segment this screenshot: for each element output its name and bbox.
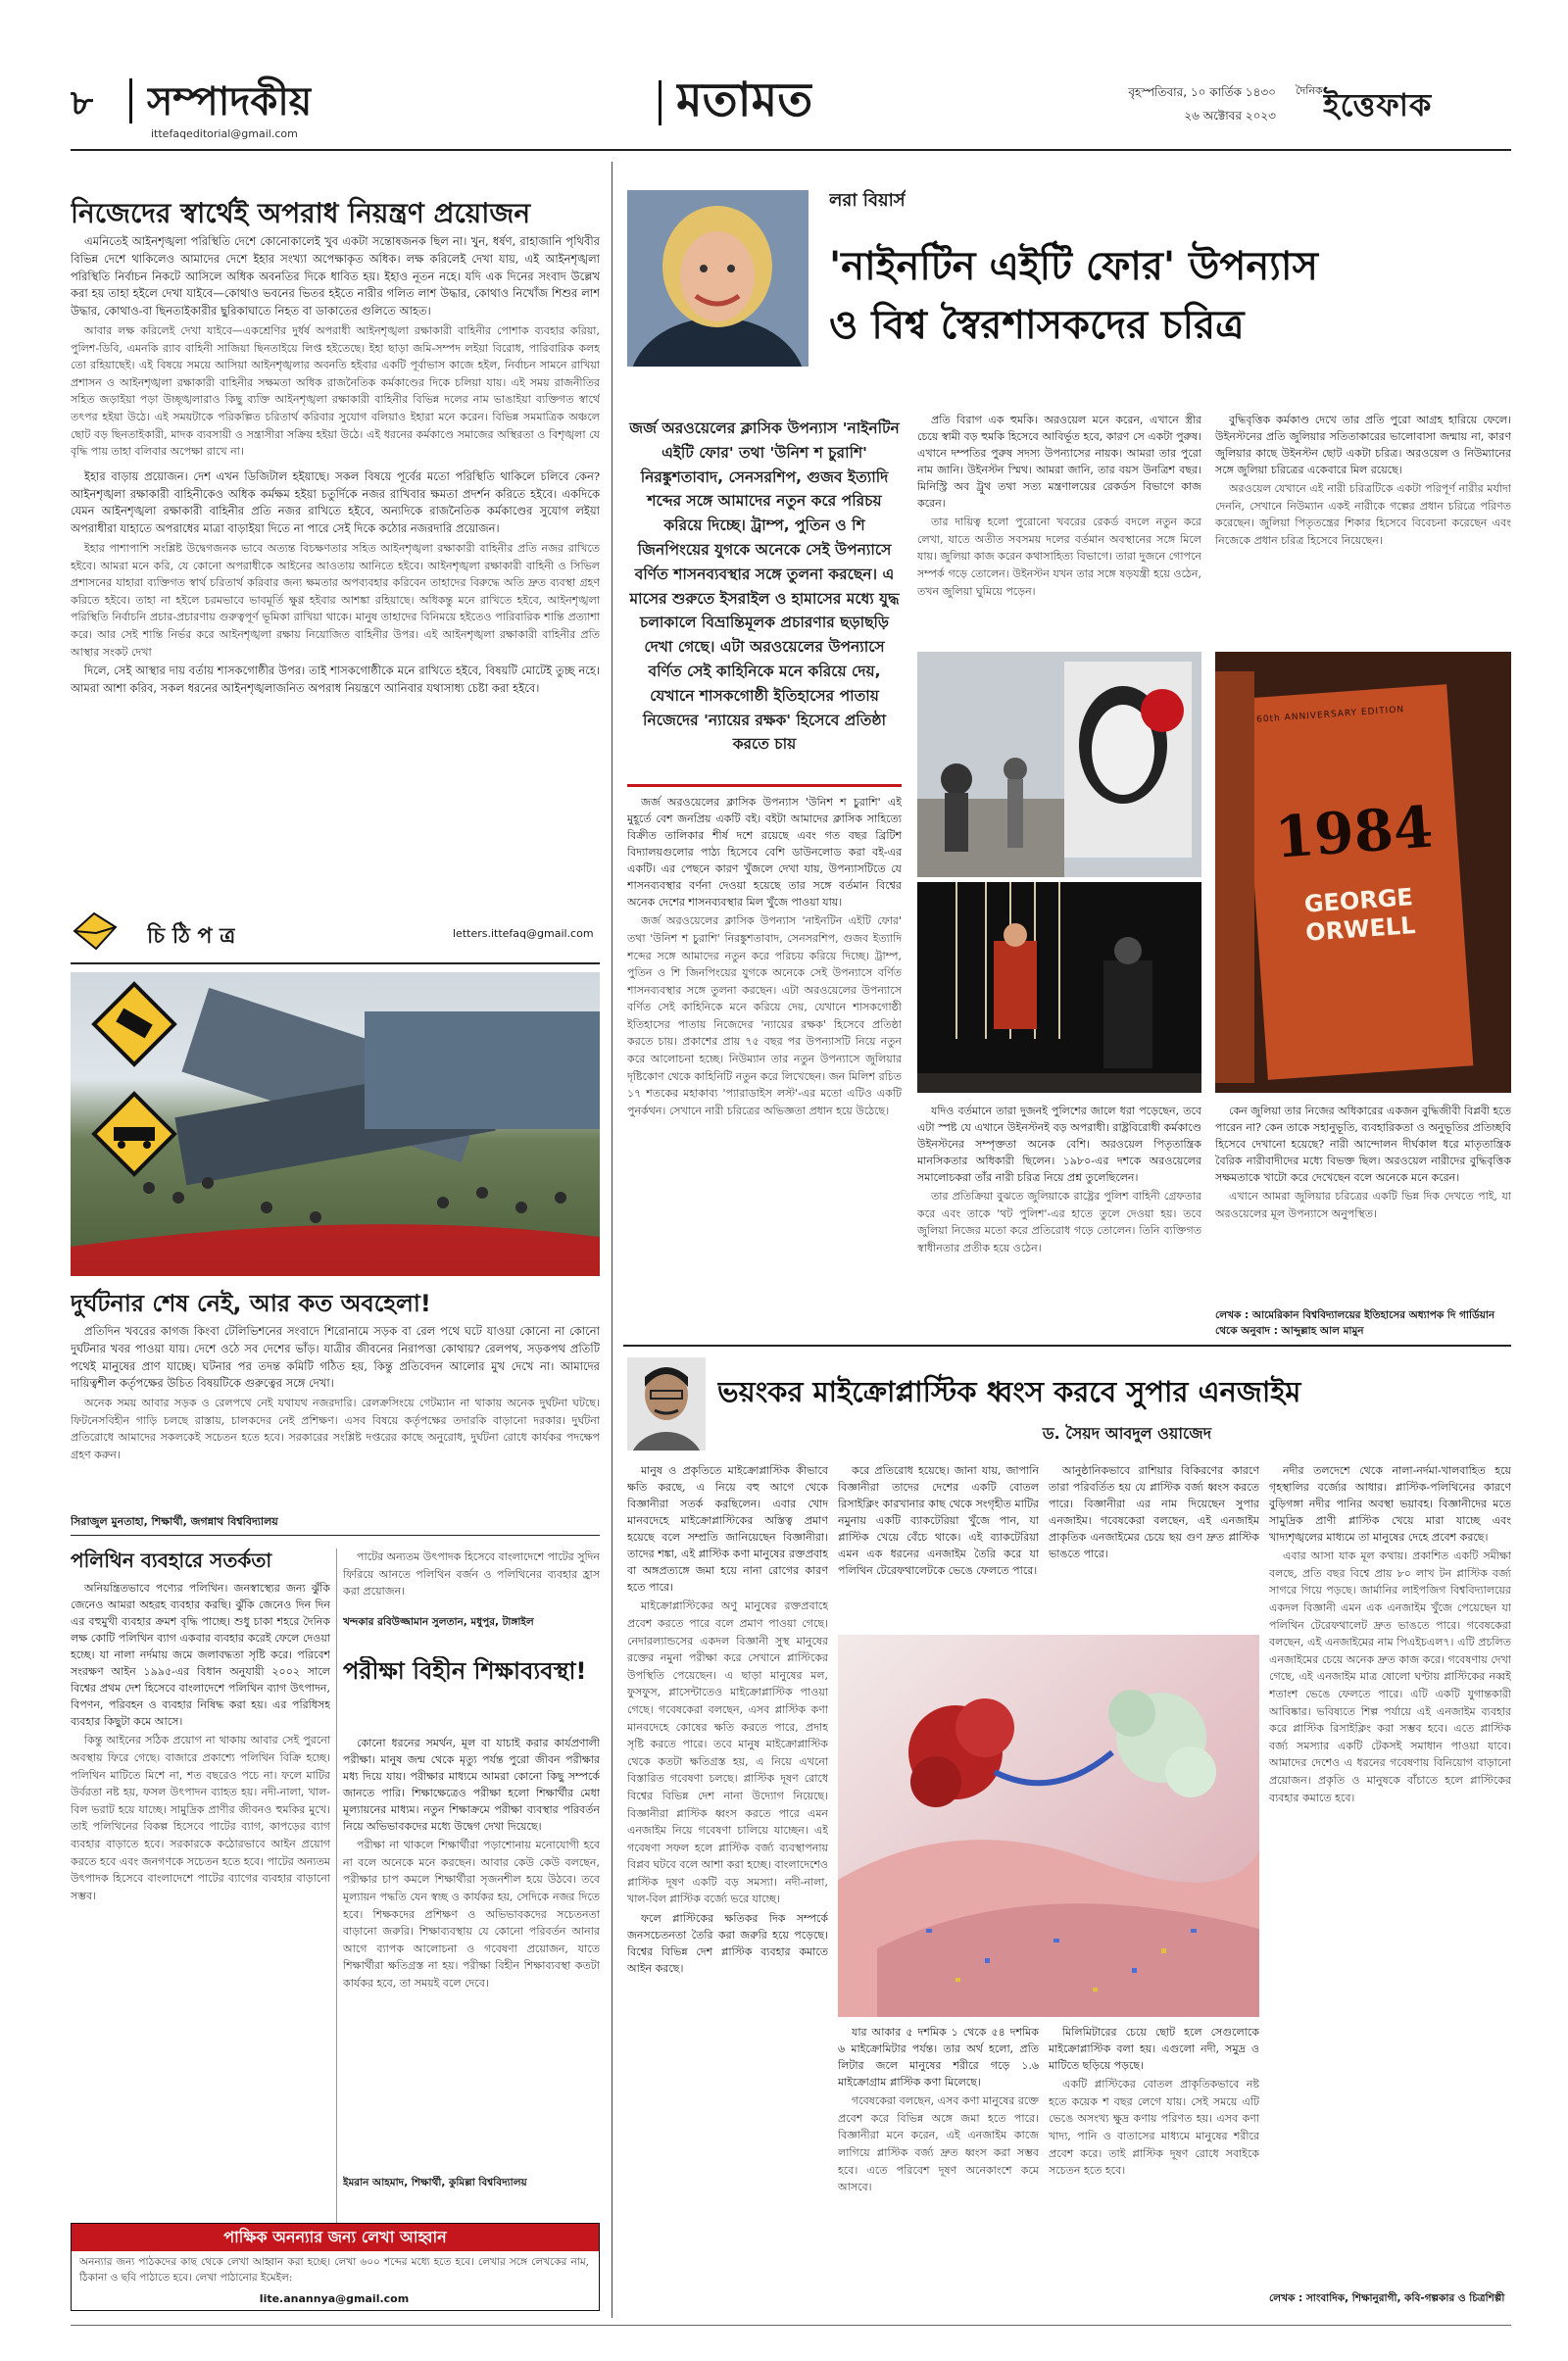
letters-mid-rule — [71, 1535, 600, 1536]
notice-title: পাক্ষিক অনন্যার জন্য লেখা আহ্বান — [72, 2224, 599, 2251]
editorial-para-1: এমনিতেই আইনশৃঙ্খলা পরিস্থিতি দেশে কোনোকালেই খুব একটা সন্তোষজনক ছিল না। খুন, ধর্ষণ, রাহাজানি পৃথিবীর বিভিন্ন দেশে থাকিলেও আমাদের দেশে ইহার সংখ্যা অপেক্ষাকৃত অধিক। লক্ষ করিলেই দেখা যায়, এই আইনশৃঙ্খলা পরিস্থিতি নির্বাচন নিকটে আসিলে অধিক অবনতির দিকে ধাবিত হয়। ইহাও নূতন নহে। যদি এক দিনের সংবাদ উল্লেখ করা হয় তাহা হইলে দেখা যাইবে—কোথাও ভবনের ভিতর হইতে নারীর গলিত লাশ উদ্ধার, কোথাও নিখোঁজ শিশুর লাশ উদ্ধার, কোথাও-বা ছিনতাইকারীর ছুরিকাঘাতে নিহত বা ডাকাতের গুলিতে আহত। — [71, 234, 600, 319]
opinion1-col3-lower — [1215, 1103, 1511, 1303]
letter-lead-headline: দুর্ঘটনার শেষ নেই, আর কত অবহেলা! — [71, 1290, 431, 1317]
notice-box — [71, 2223, 600, 2311]
letters-column-divider — [336, 1549, 337, 2225]
notice-body: অনন্যার জন্য পাঠকদের কাছ থেকে লেখা আহ্বান করা হচ্ছে। লেখা ৬০০ শব্দের মধ্যে হতে হবে। লেখার সঙ্গে লেখকের নাম, ঠিকানা ও ছবি পাঠাতে হবে। লেখা পাঠানোর ইমেইল: — [79, 2256, 589, 2284]
opinion1-headline-line1: 'নাইনটিন এইটি ফোর' উপন্যাস — [829, 244, 1318, 289]
letters-title: চি ঠি প ত্র — [147, 924, 236, 949]
letter-lead-signature: সিরাজুল মুনতাহা, শিক্ষার্থী, জগন্নাথ বিশ্ববিদ্যালয় — [71, 1515, 278, 1528]
header-divider-1 — [129, 78, 132, 123]
notice-email[interactable]: lite.anannya@gmail.com — [259, 2292, 410, 2305]
opinion1-credit: লেখক : আমেরিকান বিশ্ববিদ্যালয়ের ইতিহাসের অধ্যাপক দি গার্ডিয়ান থেকে অনুবাদ : আব্দুল্লাহ আল মামুন — [1215, 1309, 1495, 1337]
book-cover — [1242, 684, 1474, 1080]
opinion2-col4 — [1269, 1462, 1511, 2286]
section-title: সম্পাদকীয় — [147, 79, 313, 124]
opinion2-col2b-text: যার আকার ৫ দশমিক ১ থেকে ৫৪ দশমিক ৬ মাইক্রোমিটার পর্যন্ত। তার অর্থ হলো, প্রতি লিটার জলে মানুষের শরীরে গড়ে ১.৬ মাইক্রোগ্রাম প্লাস্টিক কণা মিলেছে। — [838, 2026, 1039, 2090]
opinion2-col1-text-cont: মাইক্রোপ্লাস্টিকের অণু মানুষের রক্তপ্রবাহে প্রবেশ করতে পারে বলে প্রমাণ পাওয়া গেছে। নেদারল্যান্ডসের একদল বিজ্ঞানী সুস্থ মানুষের রক্তের নমুনা পরীক্ষা করে সেখানে প্লাস্টিকের উপস্থিতি পেয়েছেন। এ ছাড়া মানুষের মল, ফুসফুস, প্লাসেন্টাতেও মাইক্রোপ্লাস্টিক পাওয়া গেছে। গবেষকেরা বলছেন, এসব প্লাস্টিক কণা মানবদেহে কোষের ক্ষতি করতে পারে, প্রদাহ সৃষ্টি করতে পারে। তবে মানুষ মাইক্রোপ্লাস্টিক থেকে কতটা ক্ষতিগ্রস্ত হয়, এ নিয়ে এখনো বিস্তারিত গবেষণা চলছে। প্লাস্টিক দূষণ রোধে বিশ্বের বিভিন্ন দেশ নানা উদ্যোগ নিয়েছে। বিজ্ঞানীরা প্লাস্টিক ধ্বংস করতে পারে এমন এনজাইম নিয়ে গবেষণা চালিয়ে যাচ্ছেন। এই গবেষণা সফল হলে প্লাস্টিক বর্জ্য ব্যবস্থাপনায় বিপ্লব ঘটবে বলে আশা করা হচ্ছে। বাংলাদেশেও প্লাস্টিক দূষণ একটি বড় সমস্যা। নদী-নালা, খাল-বিল প্লাস্টিক বর্জ্যে ভরে যাচ্ছে। — [627, 1599, 828, 1906]
opinion2-col4-text: নদীর তলদেশে থেকে নালা-নর্দমা-খালবাহিত হয়ে গৃহস্থালির বর্জ্যের আধার। প্লাস্টিক-পলিথিনের কারণে বুড়িগঙ্গা নদীর পানির অবস্থা ভয়াবহ। বিজ্ঞানীদের মতে সামুদ্রিক প্রাণী প্লাস্টিক খেয়ে মারা যাচ্ছে এবং খাদ্যশৃঙ্খলের মাধ্যমে তা মানুষের দেহে প্রবেশ করছে। — [1269, 1464, 1511, 1545]
letter3-text-cont: পরীক্ষা না থাকলে শিক্ষার্থীরা পড়াশোনায় মনোযোগী হবে না বলে অনেকে মনে করছেন। আবার কেউ কেউ বলছেন, পরীক্ষার চাপ কমলে শিক্ষার্থীরা সৃজনশীল হয়ে উঠবে। তবে মূল্যায়ন পদ্ধতি যেন স্বচ্ছ ও কার্যকর হয়, সেদিকে নজর দিতে হবে। শিক্ষকদের প্রশিক্ষণ ও অভিভাবকদের সচেতনতা বাড়ানো জরুরি। শিক্ষাব্যবস্থায় যে কোনো পরিবর্তন আনার আগে ব্যাপক আলোচনা ও গবেষণা প্রয়োজন, যাতে শিক্ষার্থীরা ক্ষতিগ্রস্ত না হয়। পরীক্ষা বিহীন শিক্ষাব্যবস্থা কতটা কার্যকর হবে, তা সময়ই বলে দেবে। — [343, 1839, 600, 1991]
author-portrait-syed-abdul-wajed — [627, 1357, 706, 1451]
opinion1-headline-line2: ও বিশ্ব স্বৈরশাসকদের চরিত্র — [829, 303, 1245, 348]
opinion2-col1-text: মানুষ ও প্রকৃতিতে মাইক্রোপ্লাস্টিক কীভাবে ক্ষতি করছে, এ নিয়ে বহু আগে থেকে বিজ্ঞানীরা সতর্ক করছিলেন। এবার খোদ মানবদেহে মাইক্রোপ্লাস্টিকের অস্তিত্ব প্রমাণ হয়েছে বলে সম্প্রতি জানিয়েছেন বিজ্ঞানীরা। তাদের শঙ্কা, এই প্লাস্টিক কণা মানুষের রক্তপ্রবাহ বা অঙ্গপ্রত্যঙ্গে জমা হয়ে নানা রোগের কারণ হতে পারে। — [627, 1464, 828, 1595]
opinion1-col1-lower — [627, 794, 902, 1333]
opinion1-col1-text-cont: জর্জ অরওয়েলের ক্লাসিক উপন্যাস 'নাইনটিন এইটি ফোর' তথা 'উনিশ শ চুরাশি' নিরঙ্কুশতাবাদ, সেনসরশিপ, গুজব ইত্যাদি শব্দের সঙ্গে আমাদের নতুন করে পরিচয় করিয়ে দিচ্ছে। ট্রাম্প, পুতিন ও শি জিনপিংয়ের যুগকে অনেকে সেই উপন্যাসে বর্ণিত শাসনব্যবস্থার সঙ্গে তুলনা করছেন। এটা অরওয়েলের উপন্যাসে বর্ণিত সেই কাহিনিকে মনে করিয়ে দেয়, যেখানে শাসকগোষ্ঠী ইতিহাসের পাতায় নিজেদের 'ন্যায়ের রক্ষক' হিসেবে প্রতিষ্ঠা করতে চায়। প্রকাশের প্রায় ৭৫ বছর পর উপন্যাসটি নিয়ে নতুন করে আলোচনা হচ্ছে। নিউম্যান তার নতুন উপন্যাসে জুলিয়ার দৃষ্টিকোণ থেকে কাহিনিটি নতুন করে লিখেছেন। জন মিলিশ রচিত ১৭ শতকের মহাকাব্য 'প্যারাডাইস লস্ট'-এর মতো এটিও একটি পুনর্কথন। সেখানে নারী চরিত্রের অভিজ্ঞতা প্রধান হয়ে উঠেছে। — [627, 914, 902, 1117]
opinion2-col1b-text: ফলে প্লাস্টিকের ক্ষতিকর দিক সম্পর্কে জনসচেতনতা তৈরি করা জরুরি হয়ে পড়েছে। বিশ্বের বিভিন্ন দেশ প্লাস্টিক ব্যবহার কমাতে আইন করছে। — [627, 1912, 828, 1976]
letter2-body — [71, 1580, 330, 2207]
page-number: ৮ — [71, 82, 94, 123]
opinion1-col2b-text-cont: তার প্রতিক্রিয়া বুঝতে জুলিয়াকে রাষ্ট্রের পুলিশ বাহিনী গ্রেফতার করে এবং তাকে 'থট পুলিশ'-এর হাতে তুলে দেওয়া হয়। তবে জুলিয়া নিজের মতো করে প্রতিরোধ গড়ে তোলেন। তিনি ব্যক্তিগত স্বাধীনতার প্রতীক হয়ে ওঠেন। — [917, 1190, 1201, 1255]
book-1984-photo — [1215, 652, 1511, 1093]
opinion1-col2-text: প্রতি বিরাগ এক হুমকি। অরওয়েল মনে করেন, এখানে স্ত্রীর চেয়ে স্বামী বড় হুমকি হিসেবে আবির্ভূত হবে, কারণ সে একটা পুরুষ। এখানে দম্পতির পুরুষ সদস্য উপন্যাসের নায়ক। আমরা তার পুরো নাম জানি। উইনস্টন স্মিথ। আমরা জানি, তার বয়স উনত্রিশ বছর। মিনিস্ট্রি অব ট্রুথ তথা সত্য মন্ত্রণালয়ের রেকর্ডস বিভাগে কাজ করেন। — [917, 414, 1201, 511]
opinion2-col3b-text: মিলিমিটারের চেয়ে ছোট হলে সেগুলোকে মাইক্রোপ্লাস্টিক বলা হয়। এগুলো নদী, সমুদ্র ও মাটিতে ছড়িয়ে পড়ছে। — [1049, 2026, 1259, 2073]
opinion2-col2b-text-cont: গবেষকেরা বলছেন, এসব কণা মানুষের রক্তে প্রবেশ করে বিভিন্ন অঙ্গে জমা হতে পারে। বিজ্ঞানীরা মনে করেন, এই এনজাইম কাজে লাগিয়ে প্লাস্টিক বর্জ্য দ্রুত ধ্বংস করা সম্ভব হবে। এতে পরিবেশ দূষণ অনেকাংশে কমে আসবে। — [838, 2094, 1039, 2194]
masthead-name: ইত্তেফাক — [1323, 86, 1433, 123]
opinion1-col3-text-cont: অরওয়েল যেখানে এই নারী চরিত্রটিকে একটা পরিপূর্ণ নারীর মর্যাদা দেননি, সেখানে নিউম্যান একই নারীকে গল্পের প্রধান চরিত্রে পরিণত করেছেন। জুলিয়া পিতৃতন্ত্রের শিকার হিসেবে বিবেচনা করেছেন এবং নিজেকে প্রধান চরিত্র হিসেবে নিয়েছেন। — [1215, 482, 1511, 547]
letter-lead-text: প্রতিদিন খবরের কাগজ কিংবা টেলিভিশনের সংবাদে শিরোনামে সড়ক বা রেল পথে ঘটে যাওয়া কোনো না কোনো দুর্ঘটনার খবর পাওয়া যায়। দেশে ওঠে সব দেশের ভাঁড়। যাত্রীর জীবনের নিরাপত্তা কোথায়? রেলপথ, সড়কপথ প্রতিটি পথেই মানুষের প্রাণ যাচ্ছে। ঘটনার পর তদন্ত কমিটি গঠিত হয়, কিন্তু প্রতিবেদন আলোর মুখ দেখে না। আমাদের দায়িত্বশীল কর্তৃপক্ষের উচিত বিষয়টিকে গুরুত্বের সঙ্গে দেখা। — [71, 1324, 600, 1391]
book-spine — [1215, 671, 1254, 1083]
page-bottom-rule — [71, 2325, 1511, 2326]
editorial-para-1-cont: আবার লক্ষ করিলেই দেখা যাইবে—একশ্রেণির দুর্ধর্ষ অপরাধী আইনশৃঙ্খলা রক্ষাকারী বাহিনীর পোশাক ব্যবহার করিয়া, পুলিশ-ডিবি, এমনকি র‍্যাব বাহিনী সাজিয়া ছিনতাইয়ে লিপ্ত হইতেছে। ইহা ছাড়া জমি-সম্পদ লইয়া বিরোধ, পারিবারিক কলহ তো রহিয়াছেই। এই বিষয়ে সময়ে আসিয়া আইনশৃঙ্খলার অবনতি হইবার একটি পূর্বাভাস কাজে হইল, নির্বাচন সামনে রাখিয়া প্রশাসন ও আইনশৃঙ্খলা রক্ষাকারী বাহিনীর সক্ষমতা অধিক রাজনৈতিক কর্মকাণ্ডের দিকে চলিয়া যায়। এই সময় রাজনীতির সহিত জড়াইয়া পড়া উচ্ছৃঙ্খলারাও কিছু ব্যক্তি আইনশৃঙ্খলা রক্ষাকারী বাহিনীর বিভিন্ন দলের নাম ভাঙাইয়া ব্যক্তিগত স্বার্থে তৎপর হইয়া উঠে। এই সময়টাকে পরিকল্পিত চরিতার্থ করিবার সুযোগ বলিয়াও ইহারা মনে করেন। বিভিন্ন সমমাত্রিক অঞ্চলে ছোট বড় ছিনতাইকারী, মাদক ব্যবসায়ী ও সন্ত্রাসীরা সক্রিয় হইয়া উঠে। এই ধরনের কর্মকাণ্ডে সমাজের অস্থিরতা ও বিশৃঙ্খলা যে বৃদ্ধি পায় তাহা বলিবার অপেক্ষা রাখে না। — [71, 324, 600, 459]
editorial-headline: নিজেদের স্বার্থেই অপরাধ নিয়ন্ত্রণ প্রয়োজন — [71, 197, 531, 229]
opinion2-col2-bottom — [838, 2024, 1039, 2318]
opinion1-col3-text: বুদ্ধিবৃত্তিক কর্মকাণ্ড দেখে তার প্রতি পুরো আগ্রহ হারিয়ে ফেলে। উইনস্টনের প্রতি জুলিয়ার সতিতাকারের ভালোবাসা জন্মায় না, কারণ জুলিয়ার কাছে উইনস্টন ছোট একটা চরিত্র। অরওয়েল ও নিউম্যানের সঙ্গে জুলিয়া চরিত্রের একেবারে মিল রয়েছে। — [1215, 414, 1511, 477]
orwell-mural-photo — [917, 652, 1201, 877]
opinion2-headline: ভয়ংকর মাইক্রোপ্লাস্টিক ধ্বংস করবে সুপার এনজাইম — [717, 1375, 1301, 1408]
opinion1-col1-text: জর্জ অরওয়েলের ক্লাসিক উপন্যাস 'উনিশ শ চুরাশি' এই মুহূর্তে বেশ জনপ্রিয় একটি বই। বইটা আমাদের ক্লাসিক সাহিত্যে বিক্রীত তালিকার শীর্ষ দশে রয়েছে এবং গত বছর ব্রিটিশ বিদ্যালয়গুলোর পাঠ্য হিসেবে বেশি ডাউনলোড করা বই-এর একটি। এর পেছনে কারণ খুঁজলে দেখা যায়, উপন্যাসটিতে যে শাসনব্যবস্থার বর্ণনা দেওয়া হয়েছে তার সঙ্গে বর্তমান বিশ্বের অনেক দেশের শাসনব্যবস্থার মিল খুঁজে পাওয়া যায়। — [627, 796, 902, 910]
opinion2-col3-bottom — [1049, 2024, 1259, 2318]
letters-email[interactable]: letters.ittefaq@gmail.com — [453, 927, 594, 940]
opinion1-col3b-text-cont: এখানে আমরা জুলিয়ার চরিত্রের একটি ভিন্ন দিক দেখতে পাই, যা অরওয়েলের মূল উপন্যাসে অনুপস্থিত। — [1215, 1190, 1511, 1220]
opinion2-col3-top — [1049, 1462, 1259, 1629]
opinion1-col3-top — [1215, 412, 1511, 637]
editorial-para-3: দিলে, সেই আস্থার দায় বর্তায় শাসকগোষ্ঠীর উপর। তাই শাসকগোষ্ঠীকে মনে রাখিতে হইবে, বিষয়টি মোটেই তুচ্ছ নহে। আমরা আশা করিব, সকল ধরনের আইনশৃঙ্খলাজনিত অপরাধ নিয়ন্ত্রণে আনিবার যথাসাধ্য চেষ্টা করা হইবে। — [71, 664, 600, 696]
opinion2-col2-text: করে প্রতিরোধ হয়েছে। জানা যায়, জাপানি বিজ্ঞানীরা তাদের দেশের একটি বোতল রিসাইক্লিং কারখানার কাছ থেকে সংগৃহীত মাটির নমুনায় একটি ব্যাকটেরিয়া খুঁজে পান, যা প্লাস্টিক খেয়ে বেঁচে থাকে। এই ব্যাকটেরিয়া এমন এক ধরনের এনজাইম তৈরি করে যা পলিথিন টেরেফথালেটকে ভেঙে ফেলতে পারে। — [838, 1464, 1039, 1578]
header-rule — [71, 149, 1511, 151]
opinion1-col3b-text: কেন জুলিয়া তার নিজের অধিকারের একজন বুদ্ধিজীবী বিপ্লবী হতে পারেন না? কেন তাকে সহানুভূতি, ব্যবহারিকতা ও অনুভূতির প্রতিচ্ছবি হিসেবে দেখানো হয়েছে? নারী আন্দোলন দীর্ঘকাল ধরে মাতৃতান্ত্রিক বৈরিক নারীবাদীদের মধ্যে বিভক্ত ছিল। অরওয়েল নারীদের বুদ্ধিবৃত্তিক সক্ষমতাকে খাটো করে দেখেছেন বলে অনেকে মনে করেন। — [1215, 1105, 1511, 1185]
letter3-signature: ইমরান আহমাদ, শিক্ষার্থী, কুমিল্লা বিশ্ববিদ্যালয় — [343, 2177, 527, 2189]
date-english: ২৬ অক্টোবর ২০২৩ — [1184, 109, 1276, 123]
stage-performance-photo — [917, 882, 1201, 1093]
opinion2-col4-text-cont: এবার আসা যাক মূল কথায়। প্রকাশিত একটি সমীক্ষা বলছে, প্রতি বছর বিশ্বে প্রায় ৮০ লাখ টন প্লাস্টিক বর্জ্য সাগরে গিয়ে পড়ছে। জার্মানির লাইপজিগ বিশ্ববিদ্যালয়ের একদল বিজ্ঞানী এমন এক এনজাইম খুঁজে পেয়েছেন যা পলিথিন টেরেফথালেট দ্রুত ভাঙতে পারে। গবেষকেরা বলছেন, এই এনজাইমের নাম পিএইচএল৭। এটি প্রচলিত এনজাইমের চেয়ে অনেক দ্রুত কাজ করে। গবেষণায় দেখা গেছে, এই এনজাইম মাত্র ষোলো ঘণ্টায় প্লাস্টিকের নব্বই শতাংশ ভেঙে ফেলতে পারে। এটি একটি যুগান্তকারী আবিষ্কার। ভবিষ্যতে শিল্প পর্যায়ে এই এনজাইম ব্যবহার করে প্লাস্টিক রিসাইক্লিং করা সম্ভব হবে। এতে প্লাস্টিক বর্জ্য সমস্যার একটি টেকসই সমাধান পাওয়া যাবে। আমাদের দেশেও এ ধরনের গবেষণায় বিনিয়োগ বাড়ানো প্রয়োজন। প্রকৃতি ও মানুষকে বাঁচাতে হলে প্লাস্টিকের ব্যবহার কমাতে হবে। — [1269, 1549, 1511, 1804]
editorial-para-2: ইহার বাড়ায় প্রয়োজন। দেশ এখন ডিজিটাল হইয়াছে। সকল বিষয়ে পূর্বের মতো পরিস্থিতি থাকিলে চলিবে কেন? আইনশৃঙ্খলা রক্ষাকারী বাহিনীকেও অধিক কর্মক্ষম হইয়া চতুর্দিকে নজর রাখিবার ক্ষমতা প্রদর্শন করিতে হইবে। একদিকে যেমন আইনশৃঙ্খলা রক্ষাকারী বাহিনীর প্রতি নজর রাখিতে হইবে, অন্যদিকে রাজনৈতিক কর্মকাণ্ডের সুযোগ লইয়া অপরাধীরা যাহাতে অপরাধের মাত্রা বাড়াইয়া দিতে না পারে সেই দিকে কঠোর নজরদারি প্রয়োজন। — [71, 468, 600, 536]
date-bangla: বৃহস্পতিবার, ১০ কার্তিক ১৪৩০ — [1128, 85, 1276, 99]
letters-rule — [71, 962, 600, 964]
envelope-icon — [71, 910, 120, 953]
opinion2-author: ড. সৈয়দ আবদুল ওয়াজেদ — [1042, 1424, 1212, 1443]
opinion2-col3-text: আনুষ্ঠানিকভাবে রাশিয়ার বিকিরণের কারণে তারা পরিবর্তিত হয় যে প্লাস্টিক বর্জ্য ধ্বংস করতে পারে। বিজ্ঞানীরা এর নাম দিয়েছেন সুপার এনজাইম। গবেষকেরা বলছেন, এই এনজাইম প্রাকৃতিক এনজাইমের চেয়ে ছয় গুণ দ্রুত প্লাস্টিক ভাঙতে পারে। — [1049, 1464, 1259, 1561]
opinion1-author: লরা বিয়ার্স — [829, 190, 906, 211]
page-header — [71, 71, 1511, 147]
opinion1-col2-text-cont: তার দায়িত্ব হলো পুরোনো খবরের রেকর্ড বদলে নতুন করে লেখা, যাতে অতীত সবসময় দলের বর্তমান অবস্থানের সঙ্গে মিলে যায়। জুলিয়া কাজ করেন কথাসাহিত্য বিভাগে। তারা দুজনে গোপনে সম্পর্ক গড়ে তোলেন। উইনস্টন যখন তার সঙ্গে ষড়যন্ত্রী হয়ে ওঠেন, তখন জুলিয়া ঘুমিয়ে পড়েন। — [917, 516, 1201, 598]
author-portrait-laura-beers — [627, 190, 808, 367]
opinion2-credit: লেখক : সাংবাদিক, শিক্ষানুরাগী, কবি-গল্পকার ও চিত্রশিল্পী — [1269, 2292, 1505, 2304]
opinion-divider-rule — [623, 1345, 1511, 1347]
letter3-body — [343, 1735, 600, 2166]
opinion2-col2-top — [838, 1462, 1039, 1629]
opinion1-col2b-text: যদিও বর্তমানে তারা দুজনই পুলিশের জালে ধরা পড়েছেন, তবে এটা স্পষ্ট যে এখানে উইনস্টনই বড় অপরাধী। রাষ্ট্রবিরোধী কর্মকাণ্ডে উইনস্টনের সম্পৃক্ততা অনেক বেশি। অরওয়েল পিতৃতান্ত্রিক মানসিকতার অধিকারী ছিলেন। ১৯৮০-এর দশকে অরওয়েলের সমালোচকরা তাঁর নারী চরিত্র নিয়ে প্রশ্ন তুলেছিলেন। — [917, 1105, 1201, 1185]
opinion-title: মতামত — [676, 73, 813, 127]
letter2-end-text: পাটের অন্যতম উৎপাদক হিসেবে বাংলাদেশে পাটের সুদিন ফিরিয়ে আনতে পলিথিন বর্জন ও পলিথিনের ব্যবহার হ্রাস করা প্রয়োজন। — [343, 1550, 600, 1599]
opinion1-pull-quote: জর্জ অরওয়েলের ক্লাসিক উপন্যাস 'নাইনটিন এইটি ফোর' তথা 'উনিশ শ চুরাশি' নিরঙ্কুশতাবাদ, সেনসরশিপ, গুজব ইত্যাদি শব্দের সঙ্গে আমাদের নতুন করে পরিচয় করিয়ে দিচ্ছে। ট্রাম্প, পুতিন ও শি জিনপিংয়ের যুগকে অনেকে সেই উপন্যাসে বর্ণিত শাসনব্যবস্থার সঙ্গে তুলনা করছেন। এ মাসের শুরুতে ইসরাইল ও হামাসের মধ্যে যুদ্ধ চলাকালে বিভ্রান্তিমূলক প্রচারণার ছড়াছড়ি দেখা গেছে। এটা অরওয়েলের উপন্যাসে বর্ণিত সেই কাহিনিকে মনে করিয়ে দেয়, যেখানে শাসকগোষ্ঠী ইতিহাসের পাতায় নিজেদের 'ন্যায়ের রক্ষক' হিসেবে প্রতিষ্ঠা করতে চায় — [629, 419, 900, 754]
letter2-text-cont: কিন্তু আইনের সঠিক প্রয়োগ না থাকায় আবার সেই পুরনো অবস্থায় ফিরে গেছে। বাজারে প্রকাশ্যে পলিথিন বিক্রি হচ্ছে। পলিথিন মাটিতে মিশে না, শত বছরেও পচে না। ফলে মাটির উর্বরতা নষ্ট হয়, ফসল উৎপাদন ব্যাহত হয়। নদী-নালা, খাল-বিল ভরাট হয়ে যাচ্ছে। সামুদ্রিক প্রাণীর জীবনও হুমকির মুখে। তাই পলিথিনের বিকল্প হিসেবে পাটের ব্যাগ, কাপড়ের ব্যাগ ব্যবহার বাড়াতে হবে। সরকারকে কঠোরভাবে আইন প্রয়োগ করতে হবে এবং জনগণকে সচেতন হতে হবে। পাটের অন্যতম উৎপাদক হিসেবে বাংলাদেশে পাটের ব্যাগের ব্যবহার বাড়ানো সম্ভব। — [71, 1734, 330, 1902]
letter-lead-body — [71, 1323, 600, 1509]
book-tag: 60th ANNIVERSARY EDITION — [1255, 705, 1405, 725]
opinion1-col2-top — [917, 412, 1201, 637]
masthead-small: দৈনিক — [1296, 84, 1323, 97]
letter2-text: অনিয়ন্ত্রিতভাবে পণ্যের পলিথিন। জনস্বাস্থ্যের জন্য ঝুঁকি জেনেও আমরা অহরহ ব্যবহার করছি। ঝুঁকি জেনেও দিন দিন এর বহুমুখী ব্যবহার ক্রমশ বৃদ্ধি পাচ্ছে। শুধু চাকা শহরে দৈনিক লক্ষ কোটি পলিথিন ব্যাগ একবার ব্যবহার করেই ফেলে দেওয়া হচ্ছে। যা নালা নর্দমায় জমে জলাবদ্ধতা সৃষ্টি করে। পরিবেশ সংরক্ষণ আইন ১৯৯৫-এর বিধান অনুযায়ী ২০০২ সালে বিশ্বের প্রথম দেশ হিসেবে বাংলাদেশে পলিথিন ব্যাগ উৎপাদন, বিপণন, পরিবহন ও ব্যবহার নিষিদ্ধ করা হয়। এর পরিধিসহ ব্যবহার কিছুটা কমে আসে। — [71, 1582, 330, 1729]
train-accident-photo — [71, 972, 600, 1276]
book-title: 1984 — [1272, 793, 1436, 871]
opinion1-col2-lower — [917, 1103, 1201, 1333]
bus-accident-sign-icon — [90, 980, 178, 1068]
masthead-logo — [1296, 80, 1501, 127]
editorial-body — [71, 233, 600, 880]
letter2-headline: পলিথিন ব্যবহারে সতর্কতা — [71, 1549, 272, 1572]
opinion2-col1 — [627, 1462, 828, 2315]
editorial-email[interactable]: ittefaqeditorial@gmail.com — [151, 127, 298, 140]
book-author: GEORGE ORWELL — [1302, 883, 1417, 947]
letter2-signature: খন্দকার রবিউজ্জামান সুলতান, মধুপুর, টাঙ্গাইল — [343, 1616, 534, 1628]
letter2-continuation — [343, 1549, 600, 1617]
letters-header — [71, 910, 600, 959]
opinion2-col3b-text-cont: একটি প্লাস্টিকের বোতল প্রাকৃতিকভাবে নষ্ট হতে কয়েক শ বছর লেগে যায়। সেই সময়ে এটি ভেঙে অসংখ্য ক্ষুদ্র কণায় পরিণত হয়। এসব কণা খাদ্য, পানি ও বাতাসের মাধ্যমে মানুষের শরীরে প্রবেশ করে। তাই প্লাস্টিক দূষণ রোধে সবাইকে সচেতন হতে হবে। — [1049, 2078, 1259, 2178]
letter-lead-text-cont: অনেক সময় আবার সড়ক ও রেলপথে নেই যথাযথ নজরদারি। রেলক্রসিংয়ে গেটম্যান না থাকায় অনেক দুর্ঘটনা ঘটছে। ফিটনেসবিহীন গাড়ি চলছে রাস্তায়, চালকদের নেই প্রশিক্ষণ। এসব বিষয়ে কর্তৃপক্ষের তদারকি বাড়ানো দরকার। দুর্ঘটনা প্রতিরোধে আমাদের সকলকেই সচেতন হতে হবে। সরকারের সংশ্লিষ্ট দপ্তরের কাছে অনুরোধ, দুর্ঘটনা রোধে কার্যকর পদক্ষেপ গ্রহণ করুন। — [71, 1397, 600, 1462]
train-accident-sign-icon — [90, 1090, 178, 1178]
microplastic-enzyme-photo — [838, 1635, 1259, 2017]
pull-quote-rule — [627, 784, 902, 787]
letter3-text: কোনো ধরনের সমর্থন, মূল বা যাচাই করার কার্যপ্রণালী পরীক্ষা। মানুষ জন্ম থেকে মৃত্যু পর্যন্ত পুরো জীবন পরীক্ষার মধ্য দিয়ে যায়। পরীক্ষার মাধ্যমে আমরা কোনো কিছু সম্পর্কে জানতে পারি। শিক্ষাক্ষেত্রেও পরীক্ষা হলো শিক্ষার্থীর মেধা মূল্যায়নের মাধ্যম। নতুন শিক্ষাক্রমে পরীক্ষা ব্যবস্থার পরিবর্তন নিয়ে অভিভাবকদের মধ্যে উদ্বেগ দেখা দিয়েছে। — [343, 1737, 600, 1834]
editorial-para-2-cont: ইহার পাশাপাশি সংশ্লিষ্ট উদ্বেগজনক ভাবে অত্যন্ত বিচক্ষণতার সহিত আইনশৃঙ্খলা রক্ষাকারী বাহিনীর প্রতি নজর রাখিতে হইবে। আমরা মনে করি, যে কোনো অপরাধীকে আইনের আওতায় আনিতে হইবে। আইনশৃঙ্খলা রক্ষাকারী বাহিনী ও সিভিল প্রশাসনের যাহারা ব্যক্তিগত স্বার্থ চরিতার্থ করিবার জন্য ক্ষমতার অপব্যবহার করিবেন তাহাদের বিরুদ্ধে অতি দ্রুত ব্যবস্থা গ্রহণ করিতে হইবে। তাহা না হইলে চরমভাবে ভাবমূর্তি ক্ষুণ্ণ হইবার আশঙ্কা রহিয়াছে। অধিকন্তু মনে রাখিতে হইবে, আইনশৃঙ্খলা পরিস্থিতি নির্বাচনি প্রচার-প্রচারণায় গুরুত্বপূর্ণ ভূমিকা রাখিয়া থাকে। মানুষ তাহাদের বিনিময়ে হইতেও পারিবারিক শান্তি প্রত্যাশা করে। আর সেই শান্তি নির্ভর করে আইনশৃঙ্খলা রক্ষায় নিয়োজিত বাহিনীর উপর। এই আইনশৃঙ্খলা রক্ষাকারী বাহিনীর প্রতি আস্থার সংকট দেখা — [71, 542, 600, 659]
header-divider-2 — [659, 80, 662, 125]
letter3-headline: পরীক্ষা বিহীন শিক্ষাব্যবস্থা! — [343, 1657, 587, 1685]
